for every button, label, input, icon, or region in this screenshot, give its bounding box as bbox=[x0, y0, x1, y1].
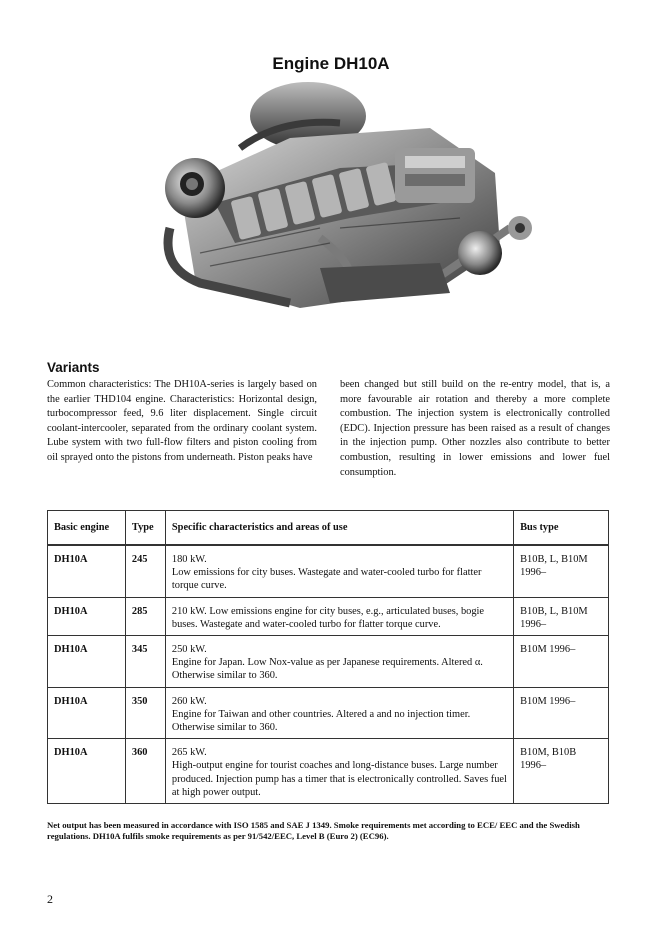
description-text: Low emissions for city buses. Wastegate and water-cooled turbo for flatter torque curve. bbox=[171, 567, 482, 592]
power-line: 180 kW. bbox=[171, 554, 207, 565]
type-cell: 345 bbox=[125, 636, 165, 688]
engine-cell: DH10A bbox=[48, 545, 126, 597]
engine-cell: DH10A bbox=[48, 687, 126, 739]
spec-cell bbox=[165, 739, 513, 804]
spec-cell bbox=[165, 545, 513, 597]
power-line: 250 kW. bbox=[171, 644, 207, 656]
column-header-type: Type bbox=[125, 511, 165, 546]
bus-type-cell: B10M, B10B 1996– bbox=[514, 739, 609, 804]
table-header-row bbox=[48, 511, 609, 546]
page-number: 2 bbox=[47, 892, 53, 906]
table-row bbox=[48, 597, 609, 635]
variants-text-right: been changed but still build on the re-entry model, that is, a more favourable air rotation and thereby a more complete combustion. The injection system is electronically controlled (EDC). Injection pressure has been raised as a result of changes in the injection pump. Other nozzles also contribute to better combustion, resulting in lower emissions and lower fuel consumption. bbox=[340, 379, 610, 478]
type-cell: 350 bbox=[125, 687, 165, 739]
power-line: 260 kW. bbox=[171, 695, 207, 707]
description-text: Engine for Japan. Low Nox-value as per Japanese requirements. Altered α. Otherwise similar to 360. bbox=[171, 657, 483, 682]
table-row bbox=[48, 687, 609, 739]
bus-type-cell: B10B, L, B10M 1996– bbox=[514, 597, 609, 635]
footnote: Net output has been measured in accordance with ISO 1585 and SAE J 1349. Smoke requirements met according to ECE/ EEC and the Swedish regulations. DH10A fulfils smoke requirements as per 91/542/EEC, Level B (Euro 2) (EC96). bbox=[47, 820, 580, 841]
variants-text-left: Common characteristics: The DH10A-series is largely based on the earlier THD104 engine. Characteristics: Horizontal design, turbocompressor feed, 9.6 liter displacement. Single circuit coolant-intercooler, separated from the ordinary coolant system. Lube system with two full-flow filters and piston cooling from oil sprayed onto the pistons from underneath. Piston peaks have bbox=[47, 379, 317, 463]
table-row bbox=[48, 545, 609, 597]
bus-type-cell: B10M 1996– bbox=[514, 636, 609, 688]
type-cell: 360 bbox=[125, 739, 165, 804]
spec-cell bbox=[165, 687, 513, 739]
column-header-basic-engine: Basic engine bbox=[48, 511, 126, 546]
description-text: Engine for Taiwan and other countries. Altered a and no injection timer. Otherwise similar to 360. bbox=[171, 708, 471, 734]
engine-cell: DH10A bbox=[48, 739, 126, 804]
bus-type-cell: B10B, L, B10M 1996– bbox=[514, 545, 609, 597]
type-cell: 245 bbox=[125, 545, 165, 597]
page-title: Engine DH10A bbox=[272, 54, 390, 73]
column-header-specific-characteristics: Specific characteristics and areas of use bbox=[165, 511, 513, 546]
spec-cell bbox=[165, 636, 513, 688]
table-row bbox=[48, 636, 609, 688]
engine-cell: DH10A bbox=[48, 636, 126, 688]
engine-photo-icon bbox=[140, 78, 535, 326]
description-text: High-output engine for tourist coaches and long-distance buses. Large number produced. Injection pump has a timer that is electronically controlled. Saves fuel at high power output. bbox=[171, 760, 507, 798]
engine-variants-table bbox=[47, 510, 609, 804]
section-heading-variants: Variants bbox=[47, 360, 100, 375]
bus-type-cell: B10M 1996– bbox=[514, 687, 609, 739]
power-line: 265 kW. bbox=[171, 747, 207, 759]
table-row bbox=[48, 739, 609, 804]
spec-cell bbox=[165, 597, 513, 635]
type-cell: 285 bbox=[125, 597, 165, 635]
column-header-bus-type: Bus type bbox=[514, 511, 609, 546]
description-text: 210 kW. Low emissions engine for city buses, e.g., articulated buses, bogie buses. Wastegate and water-cooled turbo for flatter torque curve. bbox=[171, 605, 485, 630]
engine-cell: DH10A bbox=[48, 597, 126, 635]
